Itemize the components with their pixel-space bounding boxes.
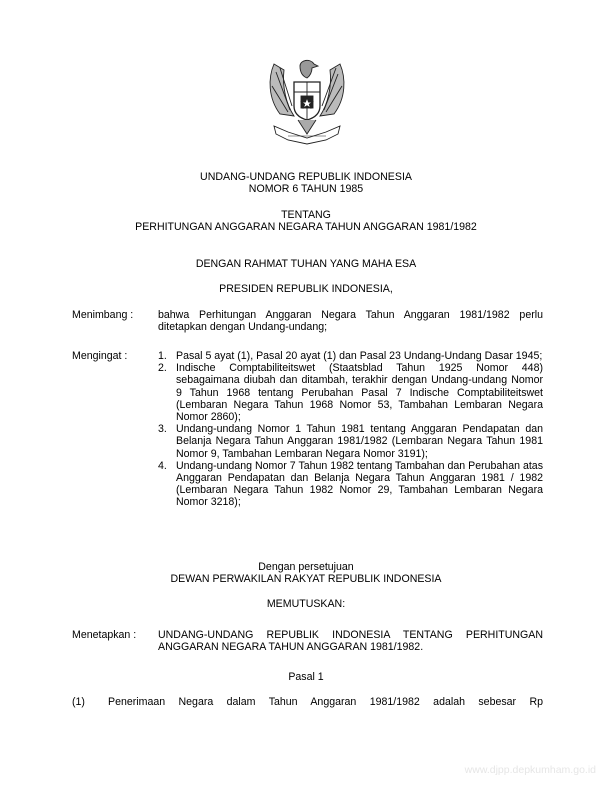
law-number: NOMOR 6 TAHUN 1985	[248, 183, 364, 195]
mengingat-label: Mengingat :	[72, 350, 128, 362]
persetujuan-line: Dengan persetujuan	[258, 561, 354, 573]
mengingat-list	[158, 350, 543, 509]
law-title: UNDANG-UNDANG REPUBLIK INDONESIA	[200, 171, 412, 183]
menimbang-label: Menimbang :	[72, 309, 134, 321]
invocation: DENGAN RAHMAT TUHAN YANG MAHA ESA	[195, 258, 417, 270]
list-text: Pasal 5 ayat (1), Pasal 20 ayat (1) dan Pasal 23 Undang-Undang Dasar 1945;	[176, 350, 543, 362]
list-item	[158, 350, 543, 362]
president-heading: PRESIDEN REPUBLIK INDONESIA,	[219, 283, 393, 295]
list-number: 4.	[158, 459, 167, 472]
menimbang-text: bahwa Perhitungan Anggaran Negara Tahun Anggaran 1981/1982 perlu ditetapkan dengan Undang-undang;	[158, 309, 543, 334]
list-number: 2.	[158, 362, 167, 375]
list-number: 1.	[158, 350, 167, 362]
garuda-emblem-icon	[264, 56, 350, 148]
list-item	[158, 362, 543, 423]
tentang-heading: TENTANG	[281, 209, 331, 221]
list-number: 3.	[158, 423, 167, 436]
ayat-text: Penerimaan Negara dalam Tahun Anggaran 1981/1982 adalah sebesar Rp	[108, 696, 543, 708]
memutuskan-heading: MEMUTUSKAN:	[266, 598, 346, 610]
list-item	[158, 460, 543, 509]
dpr-heading: DEWAN PERWAKILAN RAKYAT REPUBLIK INDONESIA	[170, 573, 442, 585]
pasal-title: Pasal 1	[288, 671, 324, 683]
menetapkan-text: UNDANG-UNDANG REPUBLIK INDONESIA TENTANG PERHITUNGAN ANGGARAN NEGARA TAHUN ANGGARAN 1981/1982.	[158, 629, 543, 654]
list-item	[158, 423, 543, 460]
ayat-number: (1)	[72, 696, 85, 708]
list-text: Undang-undang Nomor 7 Tahun 1982 tentang Tambahan dan Perubahan atas Anggaran Pendapatan dan Belanja Negara Tahun Anggaran 1981 / 1982 (Lembaran Negara Tahun 1982 Nomor 29, Tambahan Lembaran Negara Nomor 3218);	[176, 459, 543, 509]
menetapkan-label: Menetapkan :	[72, 629, 137, 641]
watermark: www.djpp.depkumham.go.id	[464, 764, 596, 776]
list-text: Undang-undang Nomor 1 Tahun 1981 tentang Anggaran Pendapatan dan Belanja Negara Tahun Anggaran 1981/1982 (Lembaran Negara Tahun 1981 Nomor 9, Tambahan Lembaran Negara Nomor 3191);	[176, 423, 543, 460]
list-text: Indische Comptabiliteitswet (Staatsblad Tahun 1925 Nomor 448) sebagaimana diubah dan ditambah, terakhir dengan Undang-undang Nomor 9 Tahun 1968 tentang Perubahan Pasal 7 Indische Comptabiliteitswet (Lembaran Negara Tahun 1968 Nomor 53, Tambahan Lembaran Negara Nomor 2860);	[176, 362, 543, 424]
law-subject: PERHITUNGAN ANGGARAN NEGARA TAHUN ANGGARAN 1981/1982	[135, 221, 477, 233]
